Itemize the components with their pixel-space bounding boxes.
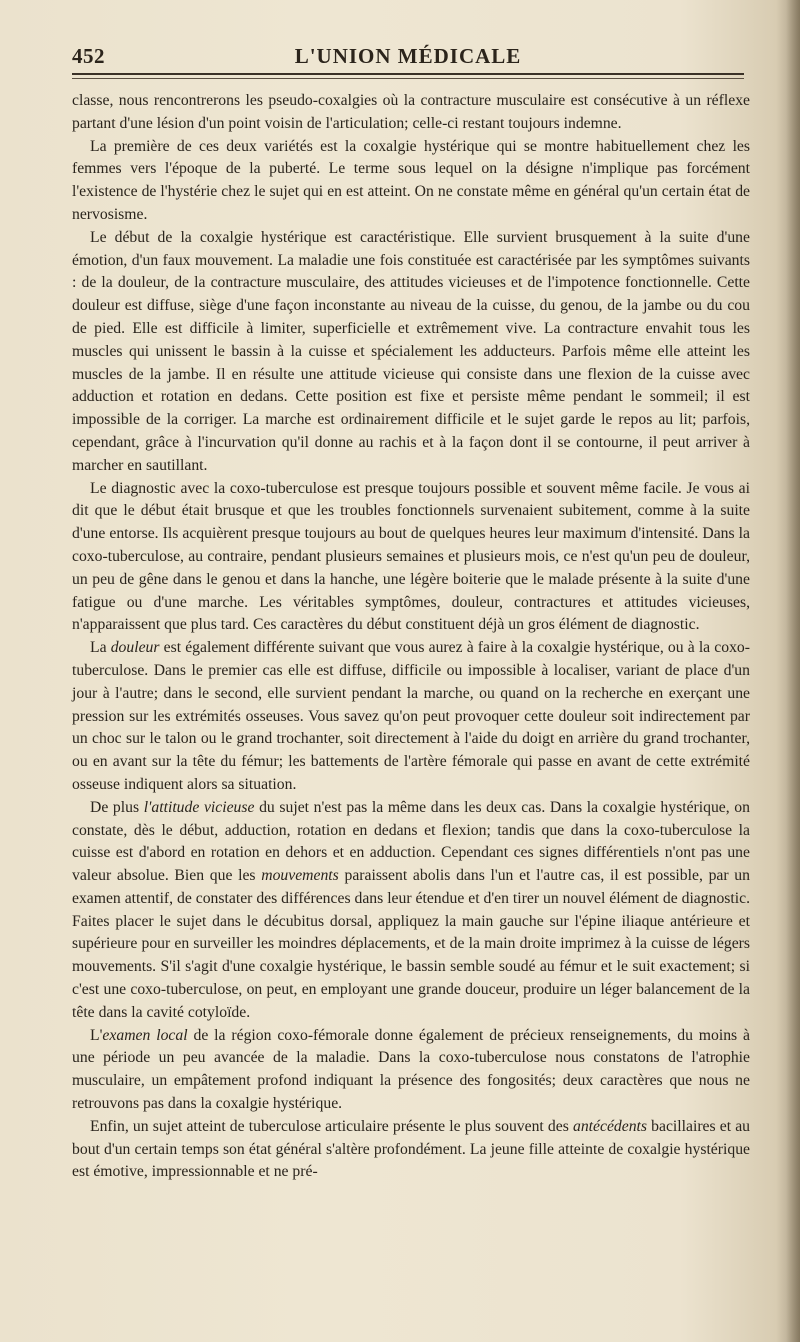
journal-title: L'UNION MÉDICALE — [294, 44, 522, 68]
paragraph — [72, 1116, 750, 1184]
text-run: De plus — [90, 798, 144, 816]
paragraph — [72, 136, 750, 227]
italic-run: examen local — [102, 1026, 188, 1044]
text-run: La première de ces deux variétés est la coxalgie hystérique qui se montre habituellement chez les femmes vers l'époque de la puberté. Le terme sous lequel on la désigne n'implique pas forcément l'existence de l'hystérie chez le sujet qui en est atteint. On ne constate même en général qu'un certain état de nervosisme. — [72, 137, 750, 223]
page-edge-shadow — [786, 0, 800, 1342]
paragraph — [72, 797, 750, 1025]
italic-run: mouvements — [261, 867, 339, 885]
running-header — [72, 40, 744, 76]
text-run: du sujet n'est pas la même dans les deux cas. Dans la coxalgie hystérique, on constate, dès le début, adduction, rotation en dedans et flexion; tandis que dans la coxo-tuberculose la cuisse est d'abord en rotation en dehors et en adduction. Cependant ces signes différentiels n'ont pas une valeur absolue. Bien que les — [72, 798, 750, 885]
italic-run: douleur — [110, 639, 160, 657]
header-rule-thin — [72, 78, 744, 79]
paragraph — [72, 227, 750, 478]
text-run: Enfin, un sujet atteint de tuberculose articulaire présente le plus souvent des — [90, 1117, 573, 1135]
text-run: classe, nous rencontrerons les pseudo-coxalgies où la contracture musculaire est consécutive à un réflexe partant d'une lésion d'un point voisin de l'articulation; celle-ci restant toujours indemne. — [72, 92, 750, 132]
page-number: 452 — [72, 44, 105, 68]
paragraph — [72, 637, 750, 797]
italic-run: antécédents — [572, 1117, 648, 1135]
text-run: de la région coxo-fémorale donne également de précieux renseignements, du moins à une période un peu avancée de la maladie. Dans la coxo-tuberculose nous constatons de l'atrophie musculaire, un empâtement profond indiquant la présence des fongosités; deux caractères que nous ne retrouvons pas dans la coxalgie hystérique. — [72, 1026, 750, 1113]
paragraph — [72, 478, 750, 638]
header-rule-thick — [72, 73, 744, 75]
text-run: paraissent abolis dans l'un et l'autre cas, il est possible, par un examen attentif, de constater des différences dans leur étendue et d'en tirer un nouvel élément de diagnostic. Faites placer le sujet dans le décubitus dorsal, appliquez la main gauche sur l'épine iliaque antérieure et supérieure pour en surveiller les moindres déplacements, et de la main droite imprimez à la cuisse de légers mouvements. S'il s'agit d'une coxalgie hystérique, le bassin semble soudé au fémur et le suit exactement; si c'est une coxo-tuberculose, on peut, en employant une grande douceur, produire un léger balancement de la tête dans la cavité cotyloïde. — [72, 867, 750, 1021]
text-run: est également différente suivant que vous aurez à faire à la coxalgie hystérique, ou à la coxo-tuberculose. Dans le premier cas elle est diffuse, difficile ou impossible à localiser, variant de place d'un jour à l'autre; dans le second, elle survient pendant la marche, ou quand on la recherche en exerçant une pression sur les extrémités osseuses. Vous savez qu'on peut provoquer cette douleur soit indirectement par un choc sur le talon ou le grand trochanter, soit directement à l'aide du doigt en arrière du grand trochanter, ou en avant sur la tête du fémur; les battements de l'artère fémorale qui passe en avant de cette extrémité osseuse indiquent alors sa situation. — [72, 639, 751, 793]
article-body — [72, 90, 750, 1184]
italic-run: l'attitude vicieuse — [143, 798, 255, 816]
paragraph — [72, 1025, 750, 1116]
paragraph — [72, 90, 750, 136]
text-run: Le diagnostic avec la coxo-tuberculose est presque toujours possible et souvent même facile. Je vous ai dit que le début était brusque et que les troubles fonctionnels survenaient subitement, comme à la suite d'une entorse. Ils acquièrent presque toujours au bout de quelques heures leur maximum d'intensité. Dans la coxo-tuberculose, au contraire, pendant plusieurs semaines et plusieurs mois, ce n'est qu'un peu de douleur, un peu de gêne dans le genou et dans la hanche, une légère boiterie que le malade présente à la suite d'une fatigue ou d'une marche. Les véritables symptômes, douleur, contractures et attitudes vicieuses, n'apparaissent que plus tard. Ces caractères du début constituent déjà un gros élément de diagnostic. — [72, 479, 750, 634]
text-run: La — [90, 639, 111, 657]
text-run: Le début de la coxalgie hystérique est caractéristique. Elle survient brusquement à la suite d'une émotion, d'un faux mouvement. La maladie une fois constituée est caractérisée par les symptômes suivants : de la douleur, de la contracture musculaire, des attitudes vicieuses et de l'impotence fonctionnelle. Cette douleur est diffuse, siège d'une façon inconstante au niveau de la cuisse, du genou, de la jambe ou du cou de pied. Elle est difficile à limiter, superficielle et extrêmement vive. La contracture envahit tous les muscles qui unissent le bassin à la cuisse et spécialement les adducteurs. Parfois même elle atteint les muscles de la jambe. Il en résulte une attitude vicieuse qui consiste dans une flexion de la cuisse avec adduction et rotation en dedans. Cette position est fixe et persiste même pendant le sommeil; il est impossible de la corriger. La marche est ordinairement difficile et le sujet garde le repos au lit; parfois, cependant, grâce à l'incurvation qu'il donne au rachis et à la façon dont il se contourne, il peut arriver à marcher en sautillant. — [72, 228, 750, 474]
text-run: bacillaires et au bout d'un certain temps son état général s'altère profondément. La jeune fille atteinte de coxalgie hystérique est émotive, impressionnable et ne pré- — [72, 1117, 750, 1181]
text-run: L' — [90, 1026, 103, 1044]
